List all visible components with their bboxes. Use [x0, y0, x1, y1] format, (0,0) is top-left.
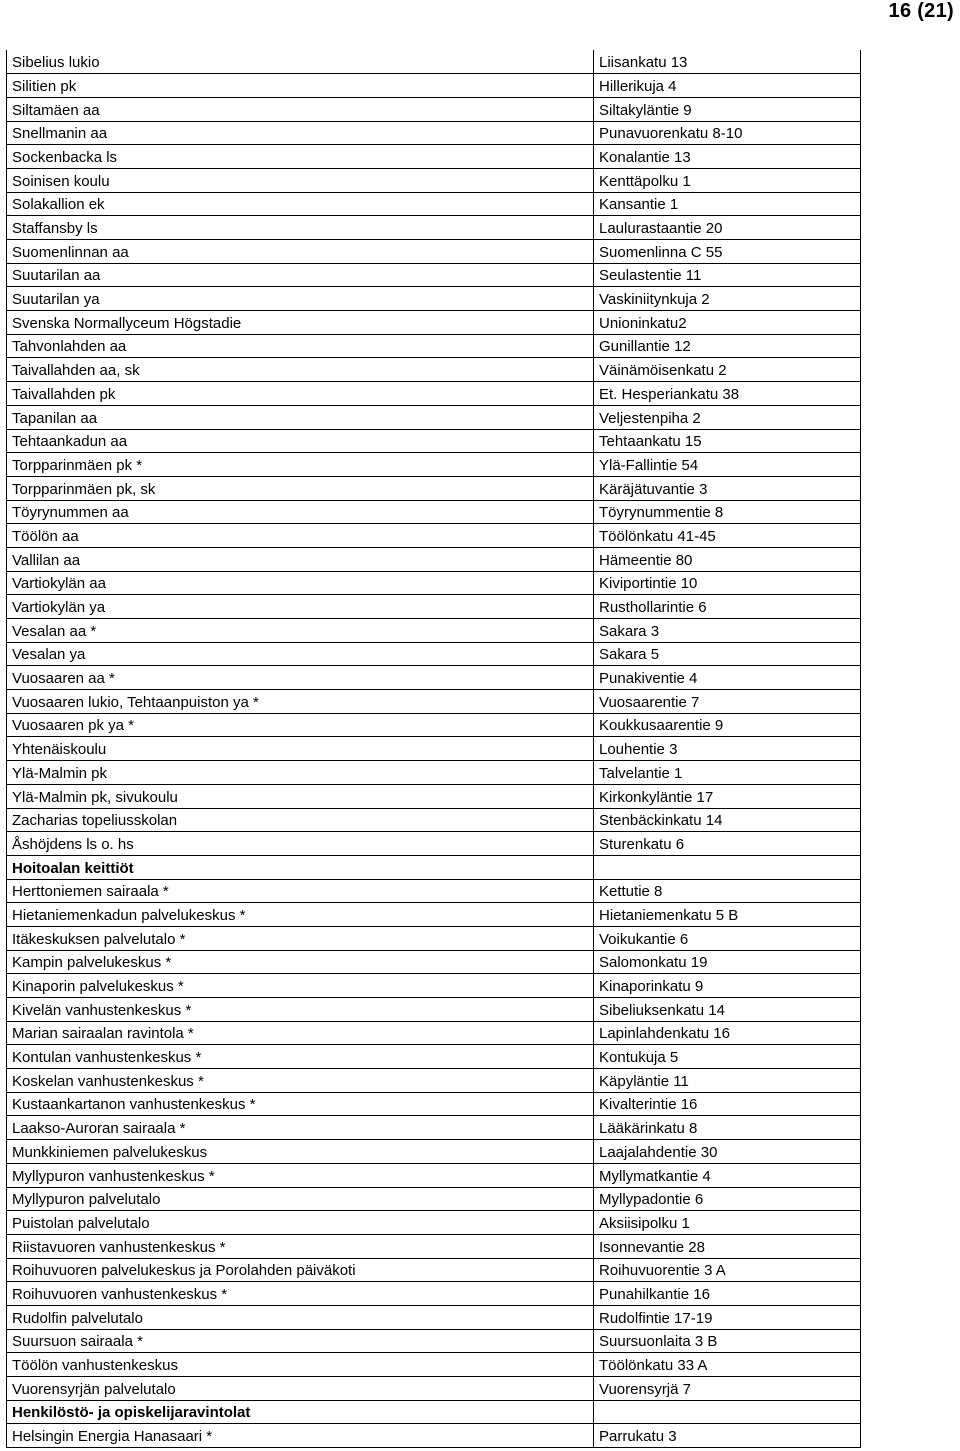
- table-row: [7, 879, 861, 903]
- location-name: Riistavuoren vanhustenkeskus *: [7, 1234, 594, 1258]
- location-name: Kinaporin palvelukeskus *: [7, 974, 594, 998]
- table-row: [7, 808, 861, 832]
- location-address: Sturenkatu 6: [594, 832, 861, 856]
- location-address: Vuorensyrjä 7: [594, 1377, 861, 1401]
- table-row: [7, 1377, 861, 1401]
- table-row: [7, 666, 861, 690]
- location-address: [594, 1400, 861, 1424]
- location-name: Vuosaaren pk ya *: [7, 713, 594, 737]
- table-row: [7, 571, 861, 595]
- location-address: Sakara 5: [594, 642, 861, 666]
- location-name: Kivelän vanhustenkeskus *: [7, 998, 594, 1022]
- location-name: Suutarilan aa: [7, 263, 594, 287]
- location-address: Punakiventie 4: [594, 666, 861, 690]
- table-row: [7, 595, 861, 619]
- location-address: Talvelantie 1: [594, 761, 861, 785]
- location-name: Töölön aa: [7, 524, 594, 548]
- location-name: Zacharias topeliusskolan: [7, 808, 594, 832]
- location-address: Kenttäpolku 1: [594, 168, 861, 192]
- location-name: Itäkeskuksen palvelutalo *: [7, 926, 594, 950]
- location-name: Tehtaankadun aa: [7, 429, 594, 453]
- location-address: Töölönkatu 41-45: [594, 524, 861, 548]
- location-name: Staffansby ls: [7, 216, 594, 240]
- table-row: [7, 903, 861, 927]
- location-name: Siltamäen aa: [7, 97, 594, 121]
- location-name: Myllypuron palvelutalo: [7, 1187, 594, 1211]
- location-address: Gunillantie 12: [594, 334, 861, 358]
- table-row: [7, 642, 861, 666]
- table-row: [7, 926, 861, 950]
- location-name: Töyrynummen aa: [7, 500, 594, 524]
- page-number: 16 (21): [888, 0, 954, 22]
- location-name: Åshöjdens ls o. hs: [7, 832, 594, 856]
- location-address: Kontukuja 5: [594, 1045, 861, 1069]
- location-address: Suomenlinna C 55: [594, 240, 861, 264]
- table-row: [7, 761, 861, 785]
- section-header-row: [7, 855, 861, 879]
- table-row: [7, 1305, 861, 1329]
- location-address: Unioninkatu2: [594, 311, 861, 335]
- location-name: Kontulan vanhustenkeskus *: [7, 1045, 594, 1069]
- table-row: [7, 950, 861, 974]
- location-name: Vuosaaren lukio, Tehtaanpuiston ya *: [7, 690, 594, 714]
- location-address: Konalantie 13: [594, 145, 861, 169]
- location-address: Ylä-Fallintie 54: [594, 453, 861, 477]
- table-row: [7, 476, 861, 500]
- location-address: Töyrynummentie 8: [594, 500, 861, 524]
- location-address: Salomonkatu 19: [594, 950, 861, 974]
- table-row: [7, 405, 861, 429]
- table-row: [7, 500, 861, 524]
- location-address: Seulastentie 11: [594, 263, 861, 287]
- table-row: [7, 145, 861, 169]
- location-name: Sibelius lukio: [7, 50, 594, 74]
- location-address: Isonnevantie 28: [594, 1234, 861, 1258]
- location-table: [6, 50, 861, 1448]
- location-address: Louhentie 3: [594, 737, 861, 761]
- location-address: Hämeentie 80: [594, 547, 861, 571]
- location-name: Torpparinmäen pk *: [7, 453, 594, 477]
- table-row: [7, 784, 861, 808]
- location-name: Hietaniemenkadun palvelukeskus *: [7, 903, 594, 927]
- location-address: Koukkusaarentie 9: [594, 713, 861, 737]
- location-name: Koskelan vanhustenkeskus *: [7, 1069, 594, 1093]
- location-address: Parrukatu 3: [594, 1424, 861, 1448]
- section-header-row: [7, 1400, 861, 1424]
- table-row: [7, 547, 861, 571]
- table-row: [7, 1092, 861, 1116]
- location-name: Suursuon sairaala *: [7, 1329, 594, 1353]
- location-name: Vartiokylän ya: [7, 595, 594, 619]
- location-address: Hietaniemenkatu 5 B: [594, 903, 861, 927]
- table-row: [7, 192, 861, 216]
- table-row: [7, 832, 861, 856]
- location-name: Tapanilan aa: [7, 405, 594, 429]
- location-name: Tahvonlahden aa: [7, 334, 594, 358]
- location-address: Käräjätuvantie 3: [594, 476, 861, 500]
- location-name: Silitien pk: [7, 74, 594, 98]
- table-row: [7, 524, 861, 548]
- table-row: [7, 1140, 861, 1164]
- table-row: [7, 216, 861, 240]
- table-row: [7, 1282, 861, 1306]
- location-address: Laajalahdentie 30: [594, 1140, 861, 1164]
- location-address: Kansantie 1: [594, 192, 861, 216]
- table-row: [7, 737, 861, 761]
- location-name: Töölön vanhustenkeskus: [7, 1353, 594, 1377]
- location-address: Kiviportintie 10: [594, 571, 861, 595]
- table-row: [7, 1021, 861, 1045]
- location-address: Rudolfintie 17-19: [594, 1305, 861, 1329]
- location-name: Vesalan ya: [7, 642, 594, 666]
- table-row: [7, 287, 861, 311]
- location-address: Myllymatkantie 4: [594, 1163, 861, 1187]
- location-name: Laakso-Auroran sairaala *: [7, 1116, 594, 1140]
- location-name: Torpparinmäen pk, sk: [7, 476, 594, 500]
- table-row: [7, 1258, 861, 1282]
- location-name: Sockenbacka ls: [7, 145, 594, 169]
- table-row: [7, 168, 861, 192]
- location-address: Tehtaankatu 15: [594, 429, 861, 453]
- location-name: Myllypuron vanhustenkeskus *: [7, 1163, 594, 1187]
- location-address: Rusthollarintie 6: [594, 595, 861, 619]
- location-name: Rudolfin palvelutalo: [7, 1305, 594, 1329]
- location-address: Lapinlahdenkatu 16: [594, 1021, 861, 1045]
- location-address: Myllypadontie 6: [594, 1187, 861, 1211]
- location-address: Kirkonkyläntie 17: [594, 784, 861, 808]
- location-address: Töölönkatu 33 A: [594, 1353, 861, 1377]
- table-row: [7, 311, 861, 335]
- location-name: Roihuvuoren vanhustenkeskus *: [7, 1282, 594, 1306]
- location-name: Herttoniemen sairaala *: [7, 879, 594, 903]
- location-address: Sibeliuksenkatu 14: [594, 998, 861, 1022]
- location-address: Punahilkantie 16: [594, 1282, 861, 1306]
- table-row: [7, 1329, 861, 1353]
- table-row: [7, 97, 861, 121]
- table-row: [7, 263, 861, 287]
- table-row: [7, 358, 861, 382]
- table-row: [7, 1424, 861, 1448]
- location-address: Kinaporinkatu 9: [594, 974, 861, 998]
- location-address: Väinämöisenkatu 2: [594, 358, 861, 382]
- location-name: Kustaankartanon vanhustenkeskus *: [7, 1092, 594, 1116]
- table-row: [7, 1163, 861, 1187]
- location-name: Vallilan aa: [7, 547, 594, 571]
- table-row: [7, 429, 861, 453]
- location-address: Siltakyläntie 9: [594, 97, 861, 121]
- location-address: Suursuonlaita 3 B: [594, 1329, 861, 1353]
- location-address: Käpyläntie 11: [594, 1069, 861, 1093]
- table-row: [7, 1187, 861, 1211]
- location-address: Veljestenpiha 2: [594, 405, 861, 429]
- location-name: Marian sairaalan ravintola *: [7, 1021, 594, 1045]
- table-row: [7, 1353, 861, 1377]
- section-header: Hoitoalan keittiöt: [7, 855, 594, 879]
- location-address: Roihuvuorentie 3 A: [594, 1258, 861, 1282]
- location-name: Taivallahden aa, sk: [7, 358, 594, 382]
- table-row: [7, 50, 861, 74]
- table-row: [7, 690, 861, 714]
- table-row: [7, 1069, 861, 1093]
- location-address: Kivalterintie 16: [594, 1092, 861, 1116]
- location-name: Solakallion ek: [7, 192, 594, 216]
- location-address: Stenbäckinkatu 14: [594, 808, 861, 832]
- location-name: Helsingin Energia Hanasaari *: [7, 1424, 594, 1448]
- location-address: Vaskiniitynkuja 2: [594, 287, 861, 311]
- location-name: Taivallahden pk: [7, 382, 594, 406]
- table-row: [7, 713, 861, 737]
- table-row: [7, 334, 861, 358]
- table-row: [7, 382, 861, 406]
- table-row: [7, 121, 861, 145]
- location-name: Yhtenäiskoulu: [7, 737, 594, 761]
- location-name: Kampin palvelukeskus *: [7, 950, 594, 974]
- location-name: Svenska Normallyceum Högstadie: [7, 311, 594, 335]
- location-address: Sakara 3: [594, 619, 861, 643]
- table-row: [7, 240, 861, 264]
- location-address: Laulurastaantie 20: [594, 216, 861, 240]
- location-name: Roihuvuoren palvelukeskus ja Porolahden päiväkoti: [7, 1258, 594, 1282]
- location-address: Lääkärinkatu 8: [594, 1116, 861, 1140]
- location-name: Vartiokylän aa: [7, 571, 594, 595]
- table-row: [7, 1234, 861, 1258]
- table-row: [7, 1211, 861, 1235]
- location-name: Vuorensyrjän palvelutalo: [7, 1377, 594, 1401]
- location-address: Hillerikuja 4: [594, 74, 861, 98]
- location-name: Snellmanin aa: [7, 121, 594, 145]
- location-name: Suutarilan ya: [7, 287, 594, 311]
- location-address: Vuosaarentie 7: [594, 690, 861, 714]
- table-row: [7, 453, 861, 477]
- location-address: Et. Hesperiankatu 38: [594, 382, 861, 406]
- table-row: [7, 974, 861, 998]
- location-name: Ylä-Malmin pk, sivukoulu: [7, 784, 594, 808]
- location-name: Puistolan palvelutalo: [7, 1211, 594, 1235]
- table-row: [7, 1116, 861, 1140]
- location-address: Kettutie 8: [594, 879, 861, 903]
- table-row: [7, 998, 861, 1022]
- location-address: Aksiisipolku 1: [594, 1211, 861, 1235]
- location-address: Voikukantie 6: [594, 926, 861, 950]
- table-row: [7, 74, 861, 98]
- table-row: [7, 1045, 861, 1069]
- location-name: Suomenlinnan aa: [7, 240, 594, 264]
- location-name: Ylä-Malmin pk: [7, 761, 594, 785]
- location-name: Munkkiniemen palvelukeskus: [7, 1140, 594, 1164]
- location-name: Vuosaaren aa *: [7, 666, 594, 690]
- location-table-body: [7, 50, 861, 1448]
- location-name: Soinisen koulu: [7, 168, 594, 192]
- location-address: Punavuorenkatu 8-10: [594, 121, 861, 145]
- location-address: [594, 855, 861, 879]
- section-header: Henkilöstö- ja opiskelijaravintolat: [7, 1400, 594, 1424]
- table-row: [7, 619, 861, 643]
- location-name: Vesalan aa *: [7, 619, 594, 643]
- location-address: Liisankatu 13: [594, 50, 861, 74]
